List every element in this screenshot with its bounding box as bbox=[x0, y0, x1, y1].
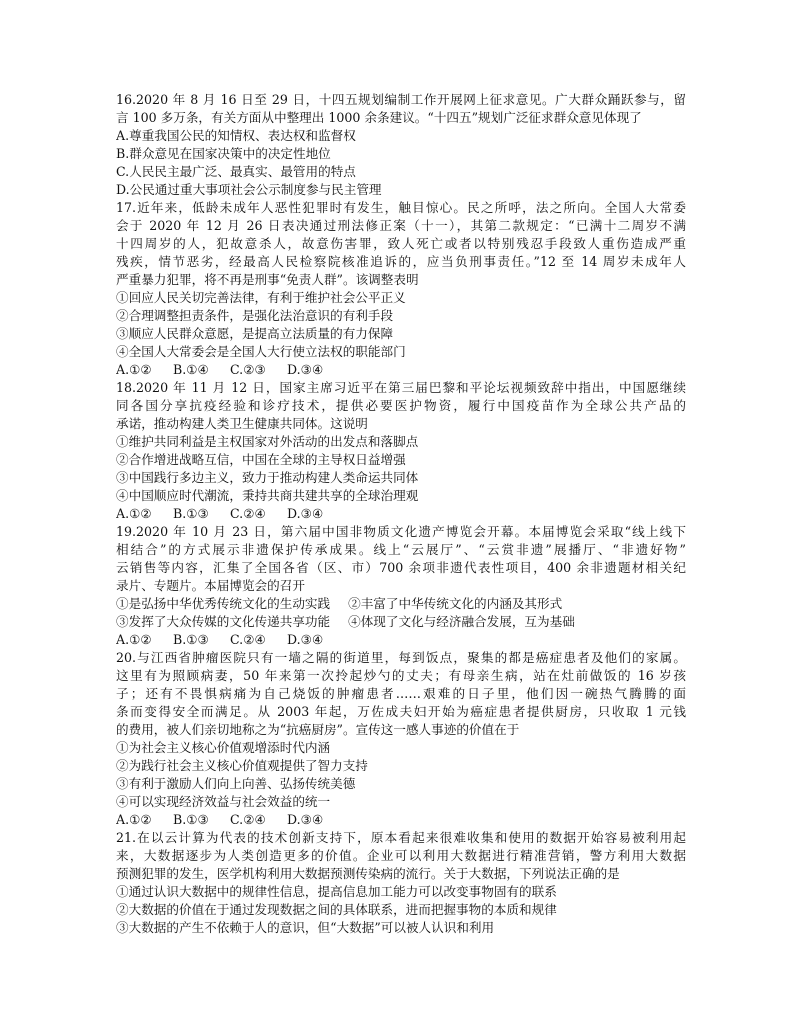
answer-item: ③中国践行多边主义，致力于推动构建人类命运共同体 bbox=[116, 470, 419, 485]
choice-option[interactable]: D.③④ bbox=[287, 812, 324, 827]
choice-options bbox=[116, 631, 686, 649]
answer-item: ②丰富了中华传统文化的内涵及其形式 bbox=[348, 596, 563, 611]
answer-item: ①是弘扬中华优秀传统文化的生动实践 bbox=[116, 596, 331, 611]
question-stem-line: 十四周岁的人，犯故意杀人，故意伤害罪，致人死亡或者以特别残忍手段致人重伤造成严重 bbox=[116, 236, 686, 251]
question-stem-line: 17.近年来，低龄未成年人恶性犯罪时有发生，触目惊心。民之所呼，法之所向。全国人大常委 bbox=[116, 200, 686, 215]
choice-option[interactable]: A.①② bbox=[116, 812, 152, 827]
question-stem-line: 残疾，情节恶劣，经最高人民检察院核准追诉的，应当负刑事责任。”12 至 14 周岁未成年人 bbox=[116, 254, 686, 269]
question-stem-line: 严重暴力犯罪，将不再是刑事“免责人群”。该调整表明 bbox=[116, 272, 419, 287]
question-stem-line: 这里有为照顾病妻，50 年来第一次拎起炒勺的丈夫；有母亲生病，站在灶前做饭的 16 岁孩 bbox=[116, 668, 686, 683]
answer-item: ④可以实现经济效益与社会效益的统一 bbox=[116, 794, 331, 809]
choice-options bbox=[116, 361, 686, 379]
question-stem-line: 来，大数据逐步为人类创造更多的价值。企业可以利用大数据进行精准营销，警方利用大数据 bbox=[116, 848, 686, 863]
answer-item: ②大数据的价值在于通过发现数据之间的具体联系，进而把握事物的本质和规律 bbox=[116, 902, 557, 917]
question-stem-line: 言 100 多万条，有关方面从中整理出 1000 余条建议。“十四五”规划广泛征求群众意见体现了 bbox=[116, 110, 642, 125]
answer-item: ①为社会主义核心价值观增添时代内涵 bbox=[116, 740, 331, 755]
choice-option[interactable]: C.②④ bbox=[230, 632, 266, 647]
question-stem-line: 18.2020 年 11 月 12 日，国家主席习近平在第三届巴黎和平论坛视频致辞中指出，中国愿继续 bbox=[116, 380, 686, 395]
question-stem-line: 21.在以云计算为代表的技术创新支持下，原本看起来很难收集和使用的数据开始容易被利用起 bbox=[116, 830, 686, 845]
question-stem-line: 预测犯罪的发生，医学机构利用大数据预测传染病的流行。关于大数据，下列说法正确的是 bbox=[116, 866, 620, 881]
answer-item: ④中国顺应时代潮流，秉持共商共建共享的全球治理观 bbox=[116, 488, 419, 503]
answer-item: ①通过认识大数据中的规律性信息，提高信息加工能力可以改变事物固有的联系 bbox=[116, 884, 557, 899]
question-stem-line: 录片、专题片。本届博览会的召开 bbox=[116, 578, 305, 593]
choice-option[interactable]: B.①③ bbox=[173, 506, 209, 521]
answer-item: ③发挥了大众传媒的文化传递共享功能 bbox=[116, 614, 331, 629]
question-stem-line: 承诺，推动构建人类卫生健康共同体。这说明 bbox=[116, 416, 368, 431]
choice-option[interactable]: B.①④ bbox=[173, 362, 209, 377]
choice-option[interactable]: C.②③ bbox=[230, 362, 266, 377]
choice-option[interactable]: A.①② bbox=[116, 362, 152, 377]
choice-option[interactable]: A.①② bbox=[116, 506, 152, 521]
answer-item-row bbox=[116, 613, 686, 631]
answer-item: ①回应人民关切完善法律，有利于维护社会公平正义 bbox=[116, 290, 406, 305]
question-stem-line: 19.2020 年 10 月 23 日，第六届中国非物质文化遗产博览会开幕。本届博览会采取“线上线下 bbox=[116, 524, 686, 539]
question-stem-line: 16.2020 年 8 月 16 日至 29 日，十四五规划编制工作开展网上征求意见。广大群众踊跃参与，留 bbox=[116, 92, 686, 107]
question-stem-line: 云销售等内容，汇集了全国各省（区、市）700 余项非遗代表性项目，400 余非遗题材相关纪 bbox=[116, 560, 686, 575]
answer-item: ①维护共同利益是主权国家对外活动的出发点和落脚点 bbox=[116, 434, 419, 449]
question-stem-line: 相结合”的方式展示非遗保护传承成果。线上“云展厅”、“云赏非遗”展播厅、“非遗好物” bbox=[116, 542, 686, 557]
choice-option[interactable]: B.①③ bbox=[173, 812, 209, 827]
question-stem-line: 20.与江西省肿瘤医院只有一墙之隔的街道里，每到饭点，聚集的都是癌症患者及他们的家属。 bbox=[116, 650, 686, 665]
answer-item: ④全国人大常委会是全国人大行使立法权的职能部门 bbox=[116, 344, 406, 359]
choice-option[interactable]: D.③④ bbox=[287, 506, 324, 521]
answer-item: B.群众意见在国家决策中的决定性地位 bbox=[116, 146, 331, 161]
answer-item: ②合作增进战略互信，中国在全球的主导权日益增强 bbox=[116, 452, 406, 467]
answer-item: ③顺应人民群众意愿，是提高立法质量的有力保障 bbox=[116, 326, 394, 341]
choice-option[interactable]: A.①② bbox=[116, 632, 152, 647]
choice-options bbox=[116, 505, 686, 523]
answer-item: ③大数据的产生不依赖于人的意识，但“大数据”可以被人认识和利用 bbox=[116, 920, 495, 935]
answer-item: ②为践行社会主义核心价值观提供了智力支持 bbox=[116, 758, 368, 773]
choice-option[interactable]: D.③④ bbox=[287, 362, 324, 377]
question-stem-line: 的费用，被人们亲切地称之为“抗癌厨房”。宣传这一感人事迹的价值在于 bbox=[116, 722, 520, 737]
choice-option[interactable]: C.②④ bbox=[230, 506, 266, 521]
choice-options bbox=[116, 811, 686, 829]
answer-item: ③有利于激励人们向上向善、弘扬传统美德 bbox=[116, 776, 356, 791]
question-stem-line: 条而变得安全而满足。从 2003 年起，万佐成夫妇开始为癌症患者提供厨房，只收取 1 元钱 bbox=[116, 704, 686, 719]
answer-item: D.公民通过重大事项社会公示制度参与民主管理 bbox=[116, 182, 382, 197]
question-list bbox=[116, 91, 686, 937]
choice-option[interactable]: B.①③ bbox=[173, 632, 209, 647]
answer-item-row bbox=[116, 595, 686, 613]
answer-item: ②合理调整担责条件，是强化法治意识的有利手段 bbox=[116, 308, 394, 323]
answer-item: ④体现了文化与经济融合发展，互为基础 bbox=[348, 614, 575, 629]
answer-item: C.人民民主最广泛、最真实、最管用的特点 bbox=[116, 164, 356, 179]
choice-option[interactable]: C.②④ bbox=[230, 812, 266, 827]
answer-item: A.尊重我国公民的知情权、表达权和监督权 bbox=[116, 128, 356, 143]
question-stem-line: 子；还有不畏惧病痛为自己烧饭的肿瘤患者……艰难的日子里，他们因一碗热气腾腾的面 bbox=[116, 686, 686, 701]
question-stem-line: 同各国分享抗疫经验和诊疗技术，提供必要医护物资，履行中国疫苗作为全球公共产品的 bbox=[116, 398, 686, 413]
choice-option[interactable]: D.③④ bbox=[287, 632, 324, 647]
question-stem-line: 会于 2020 年 12 月 26 日表决通过刑法修正案（十一），其第二款规定：“已满十二周岁不满 bbox=[116, 218, 686, 233]
